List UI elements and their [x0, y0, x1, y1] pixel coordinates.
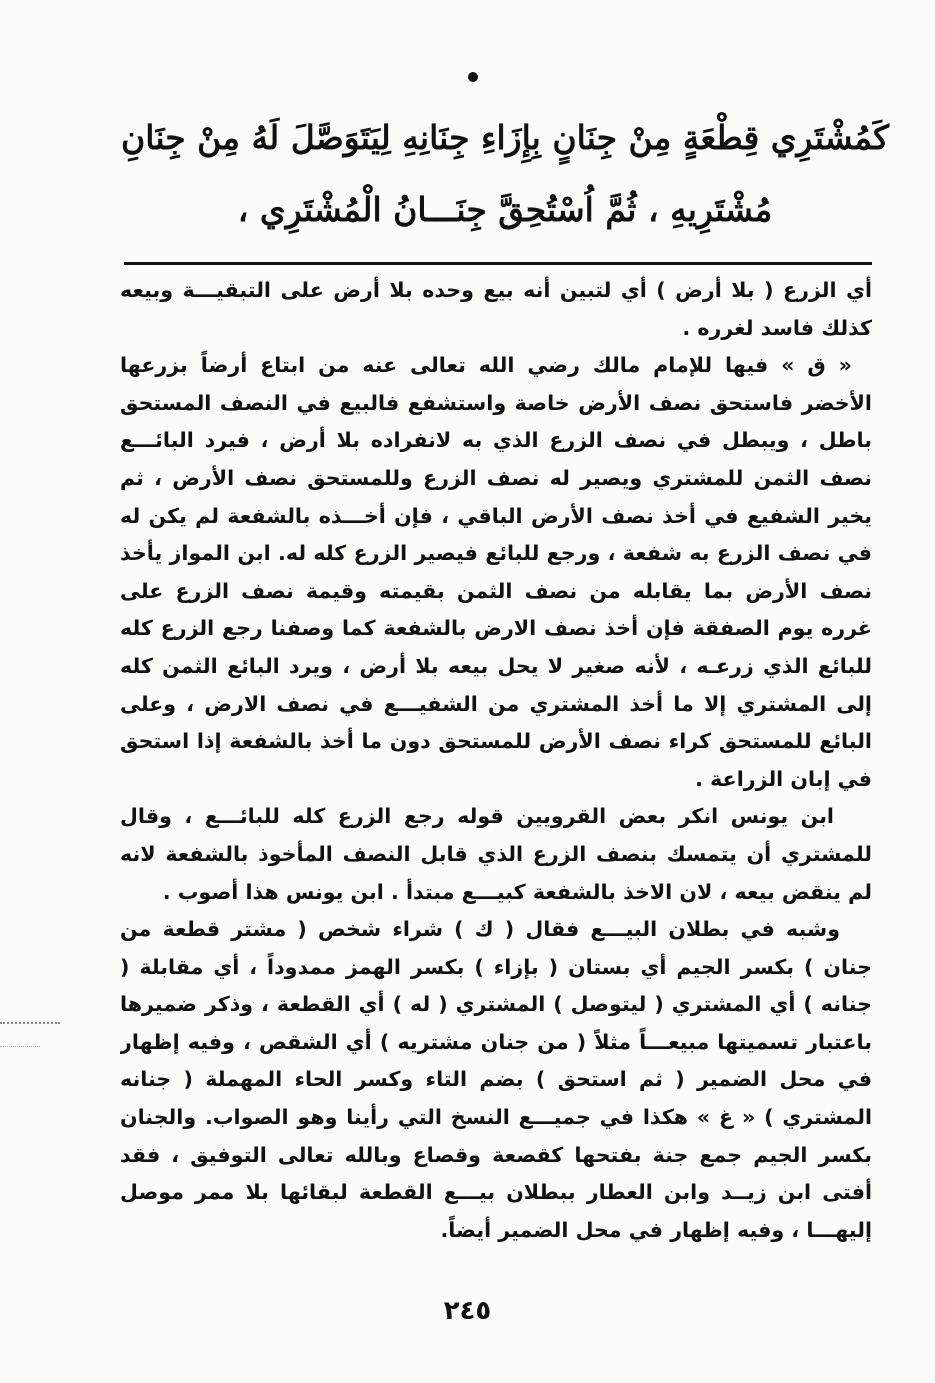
header-line-1: كَمُشْتَرِي قِطْعَةٍ مِنْ جِنَانٍ بِإِزَاءِ جِنَانِهِ لِيَتَوَصَّلَ لَهُ مِنْ جِنَانِ	[121, 118, 889, 157]
header-dot-ornament	[468, 72, 478, 82]
header-divider-rule	[124, 262, 872, 265]
scan-edge-mark	[0, 1022, 60, 1024]
header-line-2: مُشْتَرِيهِ ، ثُمَّ اُسْتُحِقَّ جِنَـــانُ الْمُشْتَرِي ،	[237, 190, 773, 229]
verse-header	[120, 102, 890, 246]
paragraph-2: « ق » فيها للإمام مالك رضي الله تعالى عنه من ابتاع أرضاً بزرعها الأخضر فاستحق نصف الأرض خاصة واستشفع فالبيع في النصف المستحق باطل ، ويبطل في نصف الزرع الذي به لانفراده بلا أرض ، فيرد البائـــع نصف الثمن للمشتري ويصير له نصف الزرع وللمستحق نصف الأرض ، ثم يخير الشفيع في أخذ نصف الأرض الباقي ، فإن أخـــذه بالشفعة لم يكن له في نصف الزرع به شفعة ، ورجع للبائع فيصير الزرع كله له. ابن المواز يأخذ نصف الأرض بما يقابله من نصف الثمن بقيمته وقيمة نصف الزرع على غرره يوم الصفقة فإن أخذ نصف الارض بالشفعة كما وصفنا رجع الزرع كله للبائع الذي زرعـه ، لأنه صغير لا يحل بيعه بلا أرض ، ويرد البائع الثمن كله إلى المشتري إلا ما أخذ المشتري من الشفيـــع في نصف الارض ، وعلى البائع للمستحق كراء نصف الأرض للمستحق دون ما أخذ بالشفعة إذا استحق في إبان الزراعة .	[120, 353, 872, 791]
page-number: ٢٤٥	[443, 1296, 492, 1326]
commentary-body	[120, 272, 872, 1287]
paragraph-1: أي الزرع ( بلا أرض ) أي لتبين أنه بيع وحده بلا أرض على التبقيـــة وبيعه كذلك فاسد لغرره .	[120, 278, 872, 340]
paragraph-3: ابن يونس انكر بعض القرويين قوله رجع الزرع كله للبائـــع ، وقال للمشتري أن يتمسك بنصف الزرع الذي قابل النصف المأخوذ بالشفعة لانه لم ينقض بيعه ، لان الاخذ بالشفعة كبيـــع مبتدأ . ابن يونس هذا أصوب .	[120, 804, 872, 904]
scan-edge-mark-secondary	[0, 1046, 40, 1047]
paragraph-4: وشبه في بطلان البيـــع فقال ( ك ) شراء شخص ( مشتر قطعة من جنان ) بكسر الجيم أي بستان ( بإزاء ) بكسر الهمز ممدوداً ، أي مقابلة ( جنانه ) أي المشتري ( ليتوصل ) المشتري ( له ) أي القطعة ، وذكر ضميرها باعتبار تسميتها مبيعـــاً مثلاً ( من جنان مشتريه ) أي الشقص ، وفيه إظهار في محل الضمير ( ثم استحق ) بضم التاء وكسر الحاء المهملة ( جنانه المشتري ) « غ » هكذا في جميـــع النسخ التي رأينا وهو الصواب. والجنان بكسر الجيم جمع جنة بفتحها كقصعة وقصاع وبالله تعالى التوفيق ، فقد أفتى ابن زيــد وابن العطار ببطلان بيـــع القطعة لبقائها بلا ممر موصل إليهـــا ، وفيه إظهار في محل الضمير أيضاً.	[120, 917, 872, 1242]
